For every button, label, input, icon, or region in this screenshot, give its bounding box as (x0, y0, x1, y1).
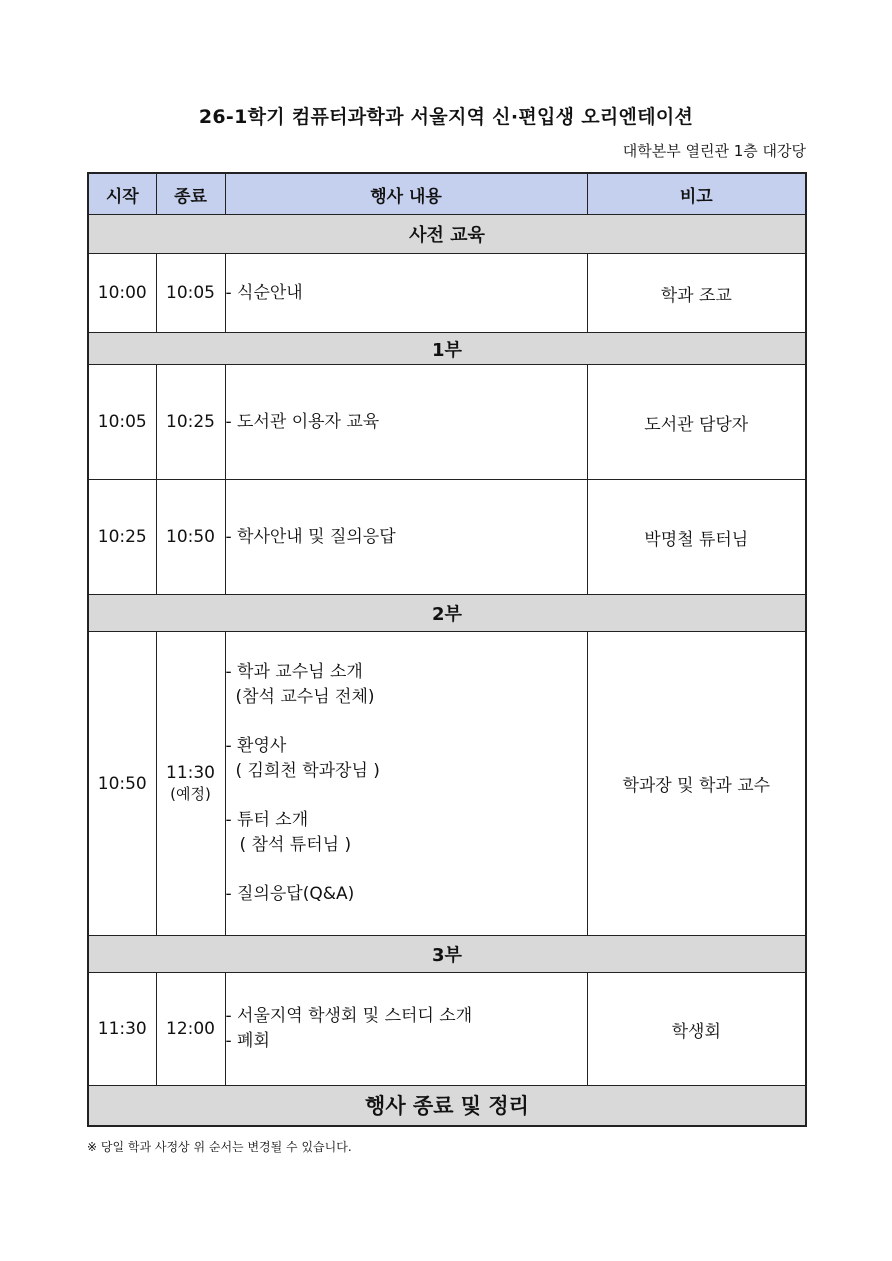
event-note: 도서관 담당자 (587, 365, 806, 480)
list-item: - 질의응답(Q&A) (225, 884, 355, 904)
list-item: - 학과 교수님 소개 (225, 662, 363, 682)
end-time: 10:25 (156, 365, 225, 480)
schedule-table (87, 172, 807, 1127)
start-time: 10:00 (88, 254, 156, 333)
start-time: 10:25 (88, 480, 156, 595)
header-end: 종료 (156, 173, 225, 215)
header-start: 시작 (88, 173, 156, 215)
list-item-sub: ( 참석 튜터님 ) (239, 835, 352, 855)
list-item: - 환영사 (225, 736, 287, 756)
start-time: 10:50 (88, 632, 156, 936)
table-row (88, 973, 806, 1086)
event-note: 학과장 및 학과 교수 (587, 632, 806, 936)
header-content: 행사 내용 (225, 173, 587, 215)
section-row-part1 (88, 333, 806, 365)
event-note: 학과 조교 (587, 254, 806, 333)
start-time: 10:05 (88, 365, 156, 480)
section-row-closing (88, 1086, 806, 1126)
section-title: 2부 (88, 595, 806, 632)
event-note: 박명철 튜터님 (587, 480, 806, 595)
list-item: - 서울지역 학생회 및 스터디 소개 (225, 1006, 473, 1026)
event-content (225, 632, 587, 936)
end-time: 10:50 (156, 480, 225, 595)
end-time (156, 632, 225, 936)
event-content (225, 973, 587, 1086)
list-item-sub: ( 김희천 학과장님 ) (235, 761, 380, 781)
list-item: - 튜터 소개 (225, 810, 309, 830)
list-item-sub: (참석 교수님 전체) (235, 687, 375, 707)
table-row (88, 632, 806, 936)
event-content: - 학사안내 및 질의응답 (225, 480, 587, 595)
section-row-part3 (88, 936, 806, 973)
section-title: 1부 (88, 333, 806, 365)
table-header-row (88, 173, 806, 215)
section-title: 3부 (88, 936, 806, 973)
end-time-value: 11:30 (166, 763, 215, 783)
list-item: - 폐회 (225, 1031, 270, 1051)
header-note: 비고 (587, 173, 806, 215)
end-time: 10:05 (156, 254, 225, 333)
event-location: 대학본부 열린관 1층 대강당 (622, 142, 806, 160)
table-row (88, 480, 806, 595)
start-time: 11:30 (88, 973, 156, 1086)
event-note: 학생회 (587, 973, 806, 1086)
end-time: 12:00 (156, 973, 225, 1086)
table-row (88, 254, 806, 333)
section-title: 행사 종료 및 정리 (88, 1086, 806, 1126)
section-row-part2 (88, 595, 806, 632)
document-title: 26-1학기 컴퓨터과학과 서울지역 신·편입생 오리엔테이션 (198, 106, 694, 128)
footnote: ※ 당일 학과 사정상 위 순서는 변경될 수 있습니다. (87, 1140, 352, 1154)
end-time-note: (예정) (170, 785, 211, 803)
event-content: - 식순안내 (225, 254, 587, 333)
event-content: - 도서관 이용자 교육 (225, 365, 587, 480)
section-row-pre (88, 215, 806, 254)
section-title: 사전 교육 (88, 215, 806, 254)
table-row (88, 365, 806, 480)
